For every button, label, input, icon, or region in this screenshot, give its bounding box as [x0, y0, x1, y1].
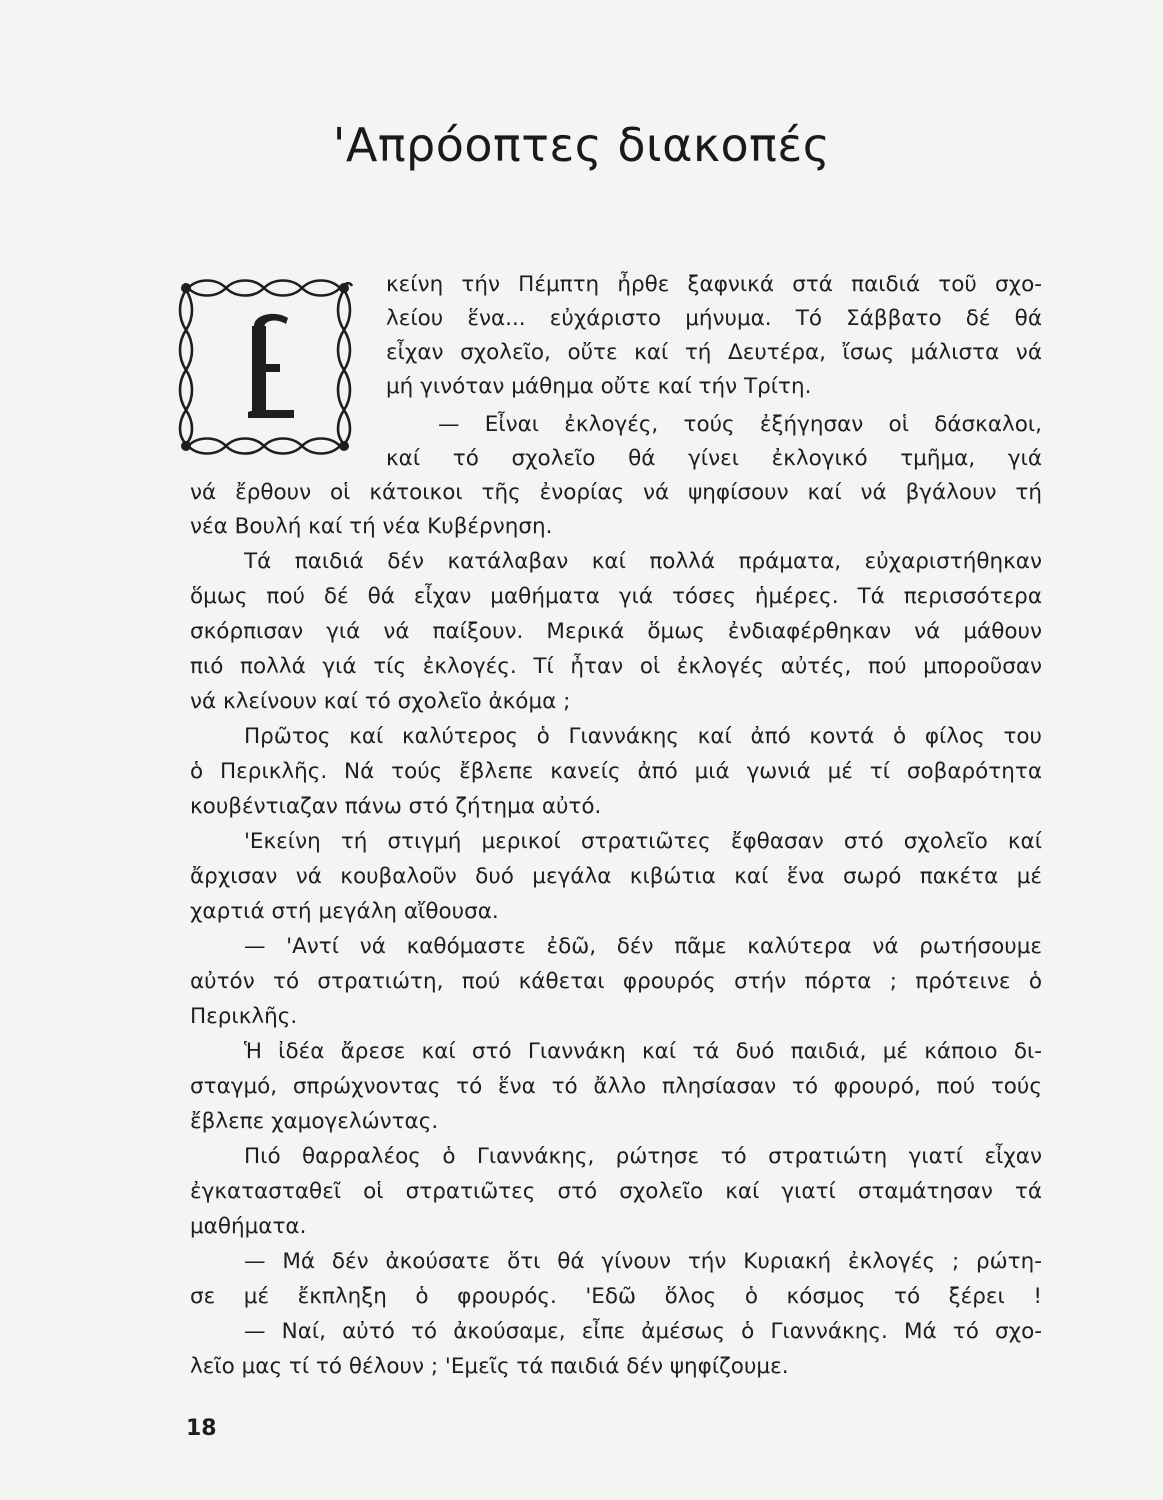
text-line: ὁ Περικλῆς. Νά τούς ἔβλεπε κανείς ἀπό μιά γωνιά μέ τί σοβαρότητα — [190, 759, 1042, 784]
text-line: Πιό θαρραλέος ὁ Γιαννάκης, ρώτησε τό στρατιώτη γιατί εἶχαν — [244, 1144, 1042, 1169]
text-line: σκόρπισαν γιά νά παίξουν. Μερικά ὅμως ἐνδιαφέρθηκαν νά μάθουν — [190, 619, 1042, 644]
page-number: 18 — [186, 1416, 217, 1441]
text-line: ἄρχισαν νά κουβαλοῦν δυό μεγάλα κιβώτια καί ἕνα σωρό πακέτα μέ — [190, 864, 1042, 889]
text-line: εἶχαν σχολεῖο, οὔτε καί τή Δευτέρα, ἴσως μάλιστα νά — [386, 340, 1042, 365]
text-line: λεῖο μας τί τό θέλουν ; 'Εμεῖς τά παιδιά δέν ψηφίζουμε. — [190, 1354, 789, 1379]
text-line: πιό πολλά γιά τίς ἐκλογές. Τί ἦταν οἱ ἐκλογές αὐτές, πού μποροῦσαν — [190, 654, 1042, 679]
text-line: ἔβλεπε χαμογελώντας. — [190, 1109, 439, 1134]
text-line: — Μά δέν ἀκούσατε ὅτι θά γίνουν τήν Κυριακή ἐκλογές ; ρώτη- — [244, 1249, 1042, 1274]
text-line: Περικλῆς. — [190, 1004, 298, 1029]
chapter-title: 'Απρόοπτες διακοπές — [332, 118, 831, 172]
text-line: αὐτόν τό στρατιώτη, πού κάθεται φρουρός στήν πόρτα ; πρότεινε ὁ — [190, 969, 1042, 994]
text-line: νά ἔρθουν οἱ κάτοικοι τῆς ἐνορίας νά ψηφίσουν καί νά βγάλουν τή — [190, 480, 1042, 505]
text-line: Ἡ ἰδέα ἄρεσε καί στό Γιαννάκη καί τά δυό παιδιά, μέ κάποιο δι- — [244, 1039, 1042, 1064]
text-line: καί τό σχολεῖο θά γίνει ἐκλογικό τμῆμα, γιά — [386, 446, 1042, 471]
text-line: — Ναί, αὐτό τό ἀκούσαμε, εἶπε ἀμέσως ὁ Γιαννάκης. Μά τό σχο- — [244, 1319, 1042, 1344]
text-line: χαρτιά στή μεγάλη αἴθουσα. — [190, 899, 499, 924]
text-line: μή γινόταν μάθημα οὔτε καί τήν Τρίτη. — [386, 374, 812, 399]
text-line: Πρῶτος καί καλύτερος ὁ Γιαννάκης καί ἀπό κοντά ὁ φίλος του — [244, 724, 1042, 749]
text-line: νά κλείνουν καί τό σχολεῖο ἀκόμα ; — [190, 689, 571, 714]
text-line: ὅμως πού δέ θά εἶχαν μαθήματα γιά τόσες ἡμέρες. Τά περισσότερα — [190, 584, 1042, 609]
text-line: 'Εκείνη τή στιγμή μερικοί στρατιῶτες ἔφθασαν στό σχολεῖο καί — [244, 829, 1042, 854]
drop-cap-ornament — [176, 274, 364, 462]
text-line: σταγμό, σπρώχνοντας τό ἕνα τό ἄλλο πλησίασαν τό φρουρό, πού τούς — [190, 1074, 1042, 1099]
text-line: ἐγκατασταθεῖ οἱ στρατιῶτες στό σχολεῖο καί γιατί σταμάτησαν τά — [190, 1179, 1042, 1204]
text-line: νέα Βουλή καί τή νέα Κυβέρνηση. — [190, 514, 553, 539]
text-line: μαθήματα. — [190, 1214, 307, 1239]
text-line: σε μέ ἔκπληξη ὁ φρουρός. 'Εδῶ ὅλος ὁ κόσμος τό ξέρει ! — [190, 1284, 1042, 1309]
text-line: λείου ἕνα... εὐχάριστο μήνυμα. Τό Σάββατο δέ θά — [386, 306, 1042, 331]
text-line: — 'Αντί νά καθόμαστε ἐδῶ, δέν πᾶμε καλύτερα νά ρωτήσουμε — [244, 934, 1042, 959]
text-line: — Εἶναι ἐκλογές, τούς ἐξήγησαν οἱ δάσκαλοι, — [438, 412, 1042, 437]
text-line: κουβέντιαζαν πάνω στό ζήτημα αὐτό. — [190, 794, 602, 819]
text-line: Τά παιδιά δέν κατάλαβαν καί πολλά πράματα, εὐχαριστήθηκαν — [244, 549, 1042, 574]
text-line: κείνη τήν Πέμπτη ἦρθε ξαφνικά στά παιδιά τοῦ σχο- — [386, 272, 1042, 297]
